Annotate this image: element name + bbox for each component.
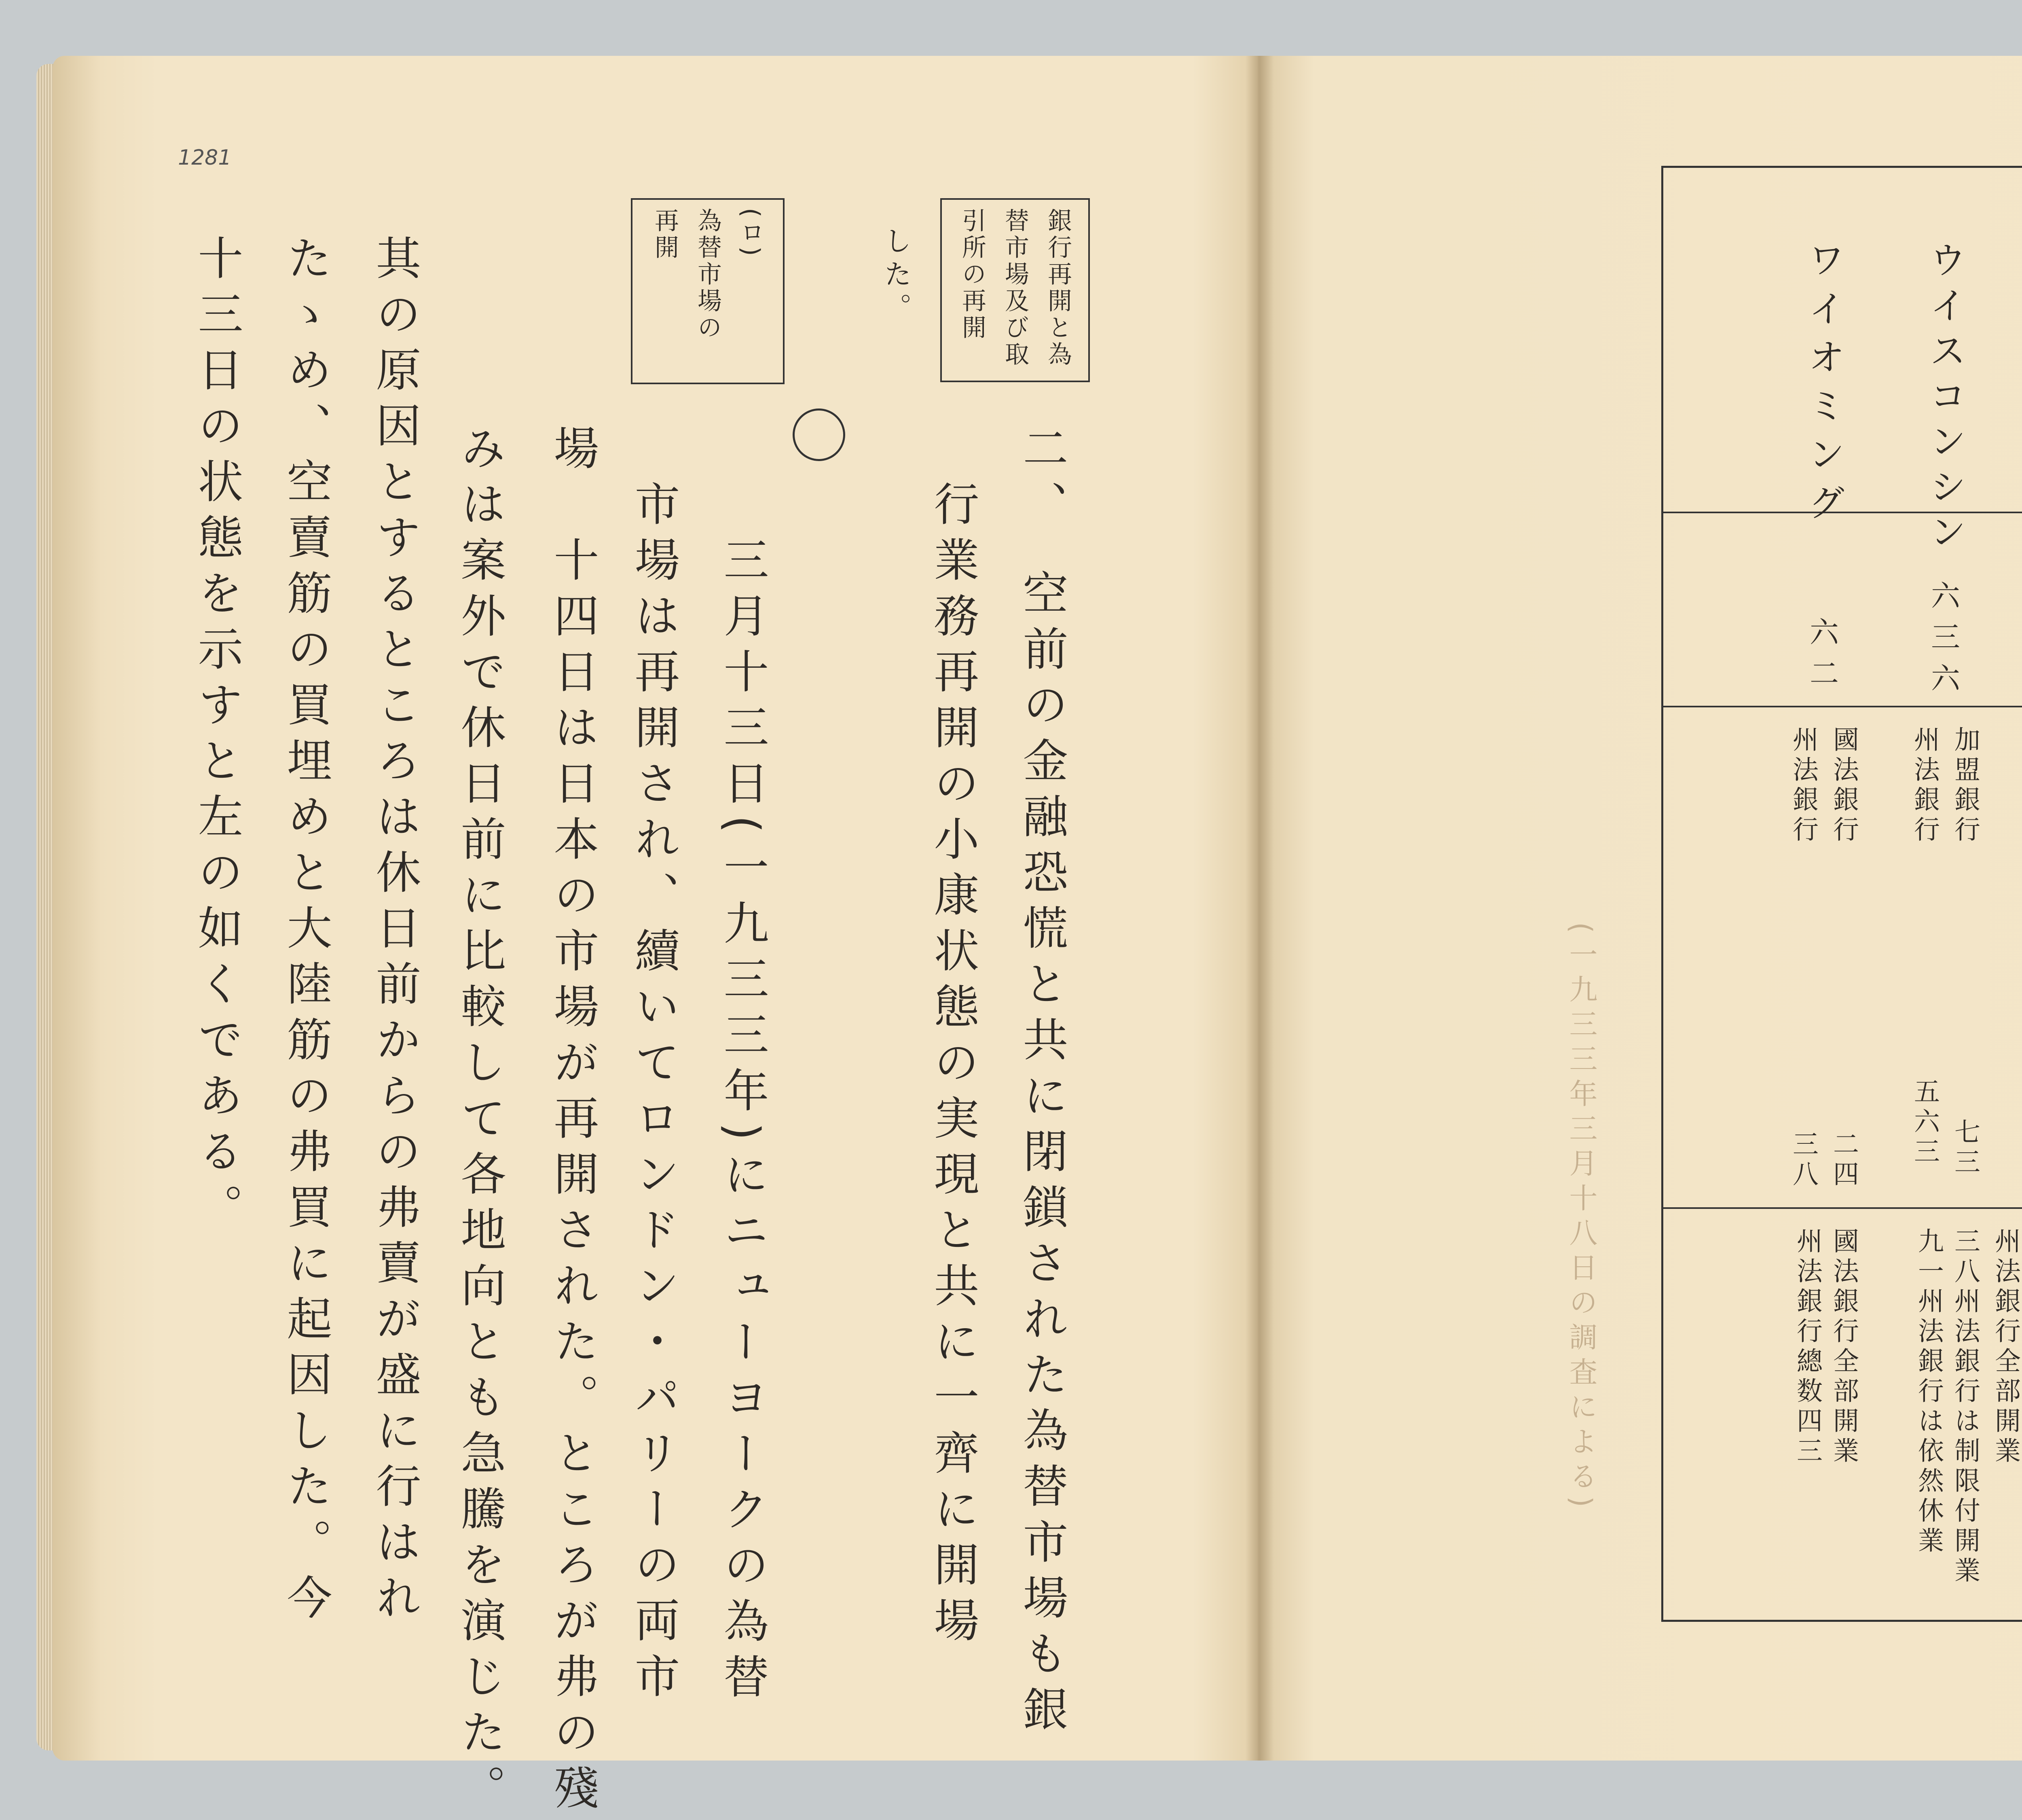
table-rule [1663,1207,2022,1209]
book-gutter [1246,56,1274,1761]
bank-count: 二四 [1829,1130,1859,1190]
body-column: みは案外で休日前に比較して各地向とも急騰を演じた。 [453,425,506,1820]
remark-line: 九一州法銀行は依然休業 [1914,1227,1944,1557]
margin-heading-line: 引所の再開 [958,208,986,341]
total-count: 六二 [1805,617,1839,699]
margin-heading-line: 為替市場の [694,208,722,341]
state-name: ワイオミング [1802,241,1845,532]
body-column: 市場は再開され、續いてロンドン・パリーの両市 [627,425,680,1708]
margin-heading-box-2 [631,198,785,384]
remark-line: 三八州法銀行は制限付開業 [1950,1227,1980,1587]
total-count: 六三六 [1926,580,1960,704]
margin-heading-box-1 [940,198,1090,382]
remark-line: 國法銀行全部開業 [1829,1227,1859,1467]
bank-kind: 州法銀行 [1788,726,1818,846]
bank-kind: 國法銀行 [1829,726,1859,846]
table-rule [1663,706,2022,707]
body-column: した。 [880,226,912,326]
bank-count: 七三 [1950,1118,1980,1178]
body-column: 場 十四日は日本の市場が再開された。ところが弗の殘 [546,425,599,1820]
state-name: ウイスコンシン [1923,241,1967,558]
body-column: 其の原因とするところは休日前からの弗賣が盛に行はれ [368,235,421,1630]
margin-heading-line: 銀行再開と為 [1044,208,1072,368]
margin-heading-line: 再開 [651,208,679,261]
bank-count: 三八 [1788,1130,1818,1190]
body-column: 行業務再開の小康状態の実現と共に一齊に開場 [926,425,979,1653]
margin-heading-line: 替市場及び取 [1001,208,1029,368]
bank-table [1661,166,2022,1622]
body-column: 二、 空前の金融恐慌と共に閉鎖された為替市場も銀 [1015,425,1068,1742]
left-page-number: 1281 [178,146,232,170]
remark-line: 州法銀行總数四三 [1792,1227,1822,1467]
bank-count: 五六三 [1910,1078,1940,1168]
faded-note: (一九三三年三月十八日の調査による) [1565,922,1598,1514]
margin-heading-line: (ロ) [736,208,765,258]
circle-mark [793,408,845,461]
body-column: 十三日の状態を示すと左の如くである。 [190,235,243,1239]
bank-kind: 加盟銀行 [1950,726,1980,846]
remark-line: 州法銀行全部開業 [1990,1227,2020,1467]
body-column: たゝめ、空賣筋の買埋めと大陸筋の弗買に起因した。今 [279,235,332,1630]
bank-kind: 州法銀行 [1910,726,1940,846]
body-column: 三月十三日(一九三三年)にニューヨークの為替 [716,425,769,1709]
